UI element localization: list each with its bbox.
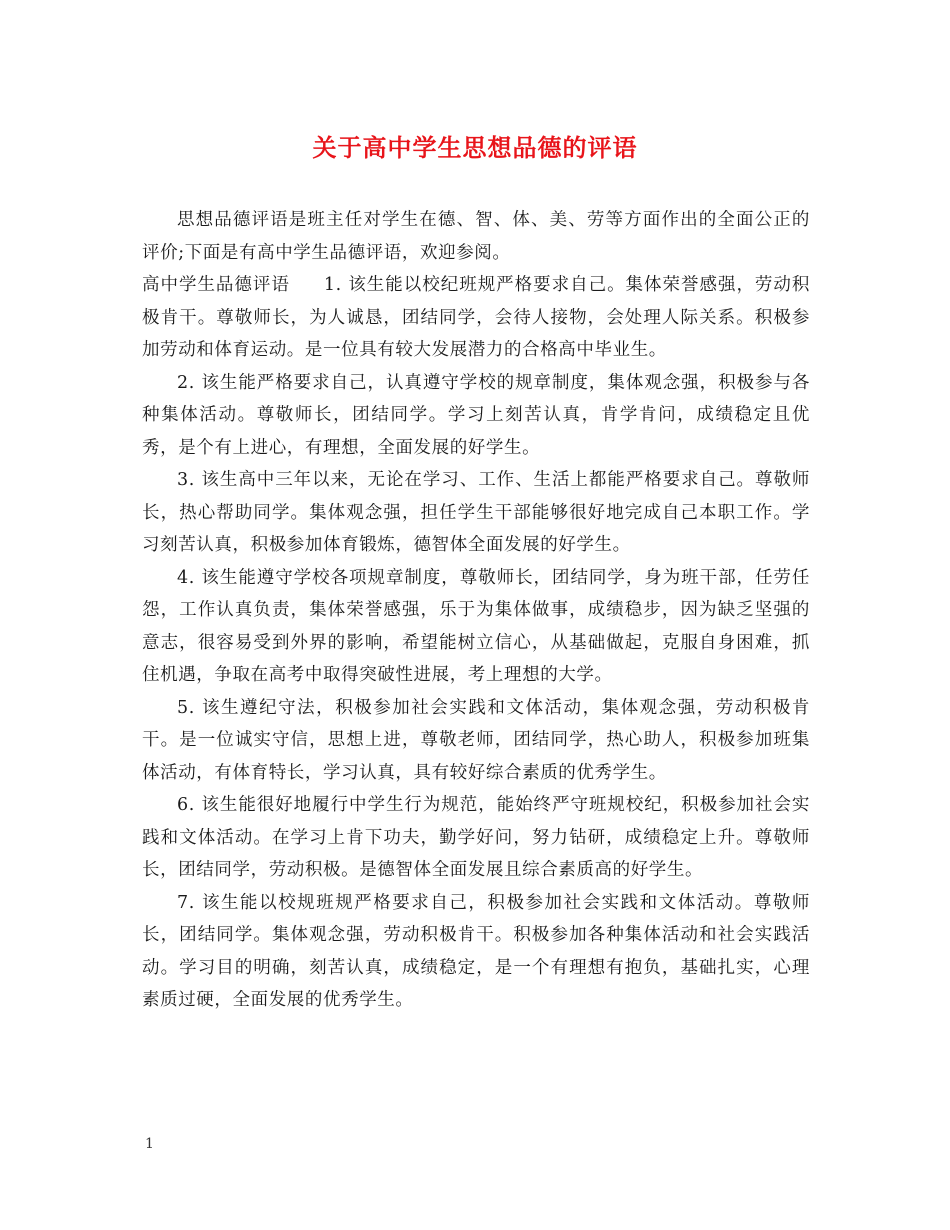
evaluation-item-5: 5. 该生遵纪守法，积极参加社会实践和文体活动，集体观念强，劳动积极肯干。是一位诚实守信，思想上进，尊敬老师，团结同学，热心助人，积极参加班集体活动，有体育特长，学习认真，具有较好综合素质的优秀学生。 [142,697,810,783]
evaluation-item-2: 2. 该生能严格要求自己，认真遵守学校的规章制度，集体观念强，积极参与各种集体活动。尊敬师长，团结同学。学习上刻苦认真，肯学肯问，成绩稳定且优秀，是个有上进心，有理想，全面发展的好学生。 [142,372,810,458]
evaluation-item-1 [142,269,810,367]
evaluation-item-1-text: 1. 该生能以校纪班规严格要求自己。集体荣誉感强，劳动积极肯干。尊敬师长，为人诚恳，团结同学，会待人接物，会处理人际关系。积极参加劳动和体育运动。是一位具有较大发展潜力的合格高中毕业生。 [142,275,810,360]
intro-paragraph: 思想品德评语是班主任对学生在德、智、体、美、劳等方面作出的全面公正的评价;下面是有高中学生品德评语，欢迎参阅。 [142,210,810,263]
page-number: 1 [145,1136,154,1152]
document-title: 关于高中学生思想品德的评语 [312,133,638,162]
evaluation-item-3: 3. 该生高中三年以来，无论在学习、工作、生活上都能严格要求自己。尊敬师长，热心帮助同学。集体观念强，担任学生干部能够很好地完成自己本职工作。学习刻苦认真，积极参加体育锻炼，德智体全面发展的好学生。 [142,470,810,555]
section-heading: 高中学生品德评语 [142,275,290,295]
document-body [142,204,810,1017]
evaluation-item-4: 4. 该生能遵守学校各项规章制度，尊敬师长，团结同学，身为班干部，任劳任怨，工作认真负责，集体荣誉感强，乐于为集体做事，成绩稳步，因为缺乏坚强的意志，很容易受到外界的影响，希望能树立信心，从基础做起，克服自身困难，抓住机遇，争取在高考中取得突破性进展，考上理想的大学。 [142,567,810,685]
evaluation-item-7: 7. 该生能以校规班规严格要求自己，积极参加社会实践和文体活动。尊敬师长，团结同学。集体观念强，劳动积极肯干。积极参加各种集体活动和社会实践活动。学习目的明确，刻苦认真，成绩稳定，是一个有理想有抱负，基础扎实，心理素质过硬，全面发展的优秀学生。 [142,892,810,1010]
evaluation-item-6: 6. 该生能很好地履行中学生行为规范，能始终严守班规校纪，积极参加社会实践和文体活动。在学习上肯下功夫，勤学好问，努力钻研，成绩稳定上升。尊敬师长，团结同学，劳动积极。是德智体全面发展且综合素质高的好学生。 [142,795,810,880]
